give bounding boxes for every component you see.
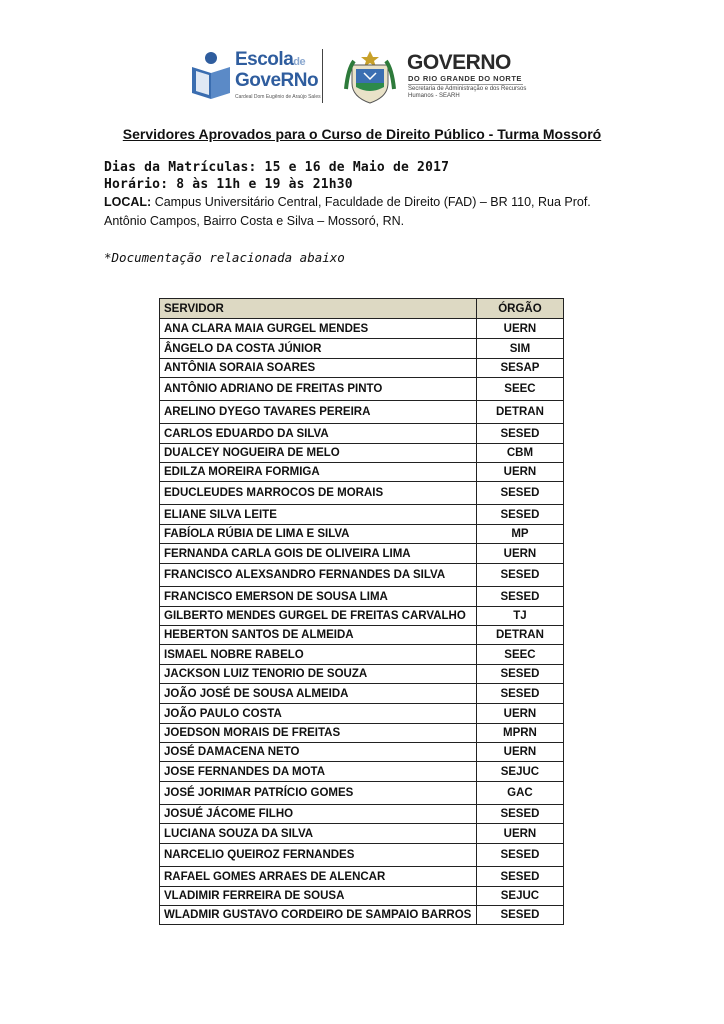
- table-header-row: [160, 299, 564, 319]
- servidor-name-cell: ANA CLARA MAIA GURGEL MENDES: [160, 319, 477, 339]
- orgao-cell: TJ: [476, 607, 563, 626]
- orgao-cell: SESED: [476, 684, 563, 704]
- servidor-name-cell: CARLOS EDUARDO DA SILVA: [160, 424, 477, 444]
- orgao-cell: CBM: [476, 444, 563, 463]
- orgao-cell: SEJUC: [476, 762, 563, 782]
- table-row: [160, 378, 564, 401]
- escola-logo-line2: GoveRNo: [235, 70, 319, 91]
- servidor-name-cell: JOÃO JOSÉ DE SOUSA ALMEIDA: [160, 684, 477, 704]
- table-row: [160, 743, 564, 762]
- servidor-name-cell: JOSÉ JORIMAR PATRÍCIO GOMES: [160, 782, 477, 805]
- local-value: Campus Universitário Central, Faculdade de Direito (FAD) – BR 110, Rua Prof. Antônio Campos, Bairro Costa e Silva – Mossoró, RN.: [104, 195, 591, 228]
- governo-secretaria: Secretaria de Administração e dos Recursos Humanos - SEARH: [408, 86, 527, 99]
- page-title: Servidores Aprovados para o Curso de Direito Público - Turma Mossoró: [122, 126, 602, 142]
- governo-title: GOVERNO: [407, 51, 511, 74]
- orgao-cell: SEEC: [476, 645, 563, 665]
- governo-subtitle: DO RIO GRANDE DO NORTE: [408, 74, 522, 83]
- orgao-cell: GAC: [476, 782, 563, 805]
- orgao-cell: SEEC: [476, 378, 563, 401]
- escola-de-governo-logo: [190, 45, 321, 107]
- table-row: [160, 587, 564, 607]
- table-row: [160, 444, 564, 463]
- servidor-name-cell: RAFAEL GOMES ARRAES DE ALENCAR: [160, 867, 477, 887]
- local-label: LOCAL:: [104, 195, 152, 209]
- servidor-name-cell: WLADMIR GUSTAVO CORDEIRO DE SAMPAIO BARROS: [160, 906, 477, 925]
- servidor-name-cell: EDILZA MOREIRA FORMIGA: [160, 463, 477, 482]
- servidor-name-cell: JOSE FERNANDES DA MOTA: [160, 762, 477, 782]
- servidor-name-cell: LUCIANA SOUZA DA SILVA: [160, 824, 477, 844]
- orgao-cell: DETRAN: [476, 401, 563, 424]
- table-row: [160, 867, 564, 887]
- orgao-cell: SESED: [476, 564, 563, 587]
- escola-logo-line1: Escolade: [235, 49, 306, 70]
- orgao-cell: SEJUC: [476, 887, 563, 906]
- column-header-orgao: ÓRGÃO: [476, 299, 563, 319]
- servidor-name-cell: NARCELIO QUEIROZ FERNANDES: [160, 844, 477, 867]
- servidor-name-cell: FABÍOLA RÚBIA DE LIMA E SILVA: [160, 525, 477, 544]
- table-row: [160, 482, 564, 505]
- servidor-name-cell: VLADIMIR FERREIRA DE SOUSA: [160, 887, 477, 906]
- orgao-cell: SESED: [476, 867, 563, 887]
- table-row: [160, 805, 564, 824]
- servidor-name-cell: FERNANDA CARLA GOIS DE OLIVEIRA LIMA: [160, 544, 477, 564]
- table-row: [160, 607, 564, 626]
- servidor-name-cell: JOSÉ DAMACENA NETO: [160, 743, 477, 762]
- table-row: [160, 704, 564, 724]
- orgao-cell: SESED: [476, 505, 563, 525]
- table-row: [160, 319, 564, 339]
- orgao-cell: SESED: [476, 844, 563, 867]
- table-body: [160, 319, 564, 925]
- table-row: [160, 762, 564, 782]
- orgao-cell: MPRN: [476, 724, 563, 743]
- orgao-cell: SESED: [476, 424, 563, 444]
- table-row: [160, 544, 564, 564]
- servidor-name-cell: JOÃO PAULO COSTA: [160, 704, 477, 724]
- horario-value: 8 às 11h e 19 às 21h30: [176, 177, 353, 192]
- horario-line: Horário: 8 às 11h e 19 às 21h30: [104, 177, 353, 192]
- servidor-name-cell: FRANCISCO ALEXSANDRO FERNANDES DA SILVA: [160, 564, 477, 587]
- orgao-cell: SESED: [476, 805, 563, 824]
- orgao-cell: UERN: [476, 463, 563, 482]
- orgao-cell: SESED: [476, 587, 563, 607]
- servidor-name-cell: GILBERTO MENDES GURGEL DE FREITAS CARVALHO: [160, 607, 477, 626]
- servidor-name-cell: EDUCLEUDES MARROCOS DE MORAIS: [160, 482, 477, 505]
- servidores-table: [159, 298, 564, 925]
- documentation-note: *Documentação relacionada abaixo: [104, 250, 345, 265]
- table-row: [160, 782, 564, 805]
- governo-rule: [408, 84, 523, 85]
- table-row: [160, 844, 564, 867]
- orgao-cell: UERN: [476, 704, 563, 724]
- servidor-name-cell: JOEDSON MORAIS DE FREITAS: [160, 724, 477, 743]
- servidor-name-cell: JACKSON LUIZ TENORIO DE SOUZA: [160, 665, 477, 684]
- table-row: [160, 505, 564, 525]
- servidor-name-cell: HEBERTON SANTOS DE ALMEIDA: [160, 626, 477, 645]
- orgao-cell: UERN: [476, 544, 563, 564]
- column-header-servidor: SERVIDOR: [160, 299, 477, 319]
- table-row: [160, 463, 564, 482]
- matriculas-label: Dias da Matrículas: [104, 160, 249, 175]
- servidor-name-cell: ANTÔNIO ADRIANO DE FREITAS PINTO: [160, 378, 477, 401]
- servidor-name-cell: JOSUÉ JÁCOME FILHO: [160, 805, 477, 824]
- table-row: [160, 339, 564, 359]
- orgao-cell: DETRAN: [476, 626, 563, 645]
- matriculas-line: Dias da Matrículas: 15 e 16 de Maio de 2017: [104, 160, 450, 175]
- book-person-icon: [190, 51, 232, 101]
- table-row: [160, 401, 564, 424]
- table-row: [160, 359, 564, 378]
- table-row: [160, 645, 564, 665]
- matriculas-value: 15 e 16 de Maio de 2017: [264, 160, 450, 175]
- servidor-name-cell: FRANCISCO EMERSON DE SOUSA LIMA: [160, 587, 477, 607]
- orgao-cell: UERN: [476, 743, 563, 762]
- table-row: [160, 824, 564, 844]
- page-header: [190, 45, 540, 107]
- escola-logo-tagline: Cardeal Dom Eugênio de Araújo Sales: [235, 94, 321, 100]
- table-row: [160, 424, 564, 444]
- table-row: [160, 887, 564, 906]
- table-row: [160, 665, 564, 684]
- orgao-cell: MP: [476, 525, 563, 544]
- orgao-cell: SESAP: [476, 359, 563, 378]
- servidor-name-cell: ISMAEL NOBRE RABELO: [160, 645, 477, 665]
- table-row: [160, 724, 564, 743]
- header-divider: [322, 49, 323, 103]
- orgao-cell: SESED: [476, 665, 563, 684]
- servidor-name-cell: ELIANE SILVA LEITE: [160, 505, 477, 525]
- table-row: [160, 684, 564, 704]
- rn-coat-of-arms-icon: [342, 49, 398, 105]
- servidor-name-cell: ARELINO DYEGO TAVARES PEREIRA: [160, 401, 477, 424]
- table-row: [160, 525, 564, 544]
- table-row: [160, 626, 564, 645]
- orgao-cell: SESED: [476, 482, 563, 505]
- orgao-cell: SESED: [476, 906, 563, 925]
- orgao-cell: UERN: [476, 824, 563, 844]
- table-row: [160, 906, 564, 925]
- horario-label: Horário: [104, 177, 161, 192]
- orgao-cell: UERN: [476, 319, 563, 339]
- servidor-name-cell: ANTÔNIA SORAIA SOARES: [160, 359, 477, 378]
- local-paragraph: [104, 193, 624, 231]
- orgao-cell: SIM: [476, 339, 563, 359]
- servidor-name-cell: ÂNGELO DA COSTA JÚNIOR: [160, 339, 477, 359]
- table-row: [160, 564, 564, 587]
- servidor-name-cell: DUALCEY NOGUEIRA DE MELO: [160, 444, 477, 463]
